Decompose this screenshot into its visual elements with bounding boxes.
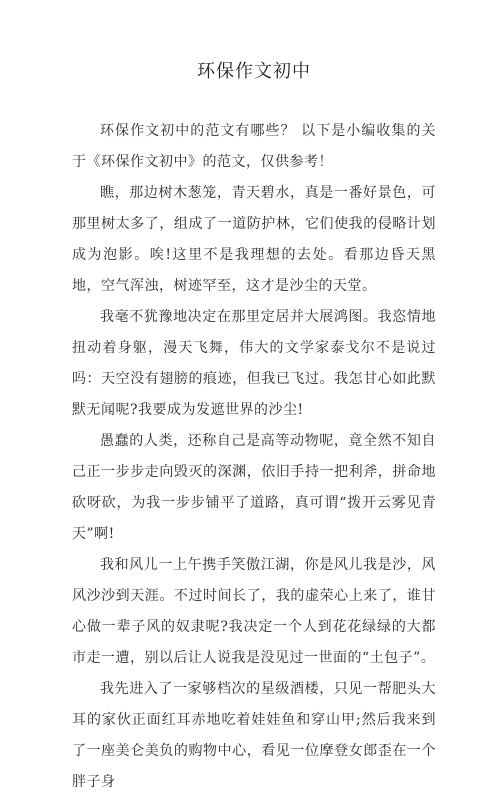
paragraph-intro: 环保作文初中的范文有哪些？ 以下是小编收集的关于《环保作文初中》的范文，仅供参考！ [72,123,436,170]
paragraph-4: 愚蠢的人类，还称自己是高等动物呢，竟全然不知自己正一步步走向毁灭的深渊，依旧手持一把利斧，拼命地砍呀砍，为我一步步铺平了道路，真可谓“拨开云雾见青天”啊! [72,433,436,542]
paragraph-6: 我先进入了一家够档次的星级酒楼，只见一帮肥头大耳的家伙正面红耳赤地吃着娃娃鱼和穿山甲;然后我来到了一座美仑美负的购物中心，看见一位摩登女郎歪在一个胖子身 [72,681,436,790]
paragraph-3: 我毫不犹豫地决定在那里定居并大展鸿图。我恣情地扭动着身躯，漫天飞舞，伟大的文学家泰戈尔不是说过吗：天空没有翅膀的痕迹，但我已飞过。我怎甘心如此默默无闻呢?我要成为发遮世界的沙尘! [72,309,436,418]
paragraph-2: 瞧，那边树木葱笼，青天碧水，真是一番好景色，可那里树太多了，组成了一道防护林，它们使我的侵略计划成为泡影。唉!这里不是我理想的去处。看那边昏天黑地，空气浑浊，树迹罕至，这才是沙尘的天堂。 [72,185,436,294]
document-title: 环保作文初中 [197,61,311,82]
paragraph-5: 我和风儿一上午携手笑傲江湖，你是风儿我是沙，风风沙沙到天涯。不过时间长了，我的虚荣心上来了，谁甘心做一辈子风的奴隶呢?我决定一个人到花花绿绿的大都市走一遭，别以后让人说我是没见过一世面的“土包子”。 [72,557,436,666]
